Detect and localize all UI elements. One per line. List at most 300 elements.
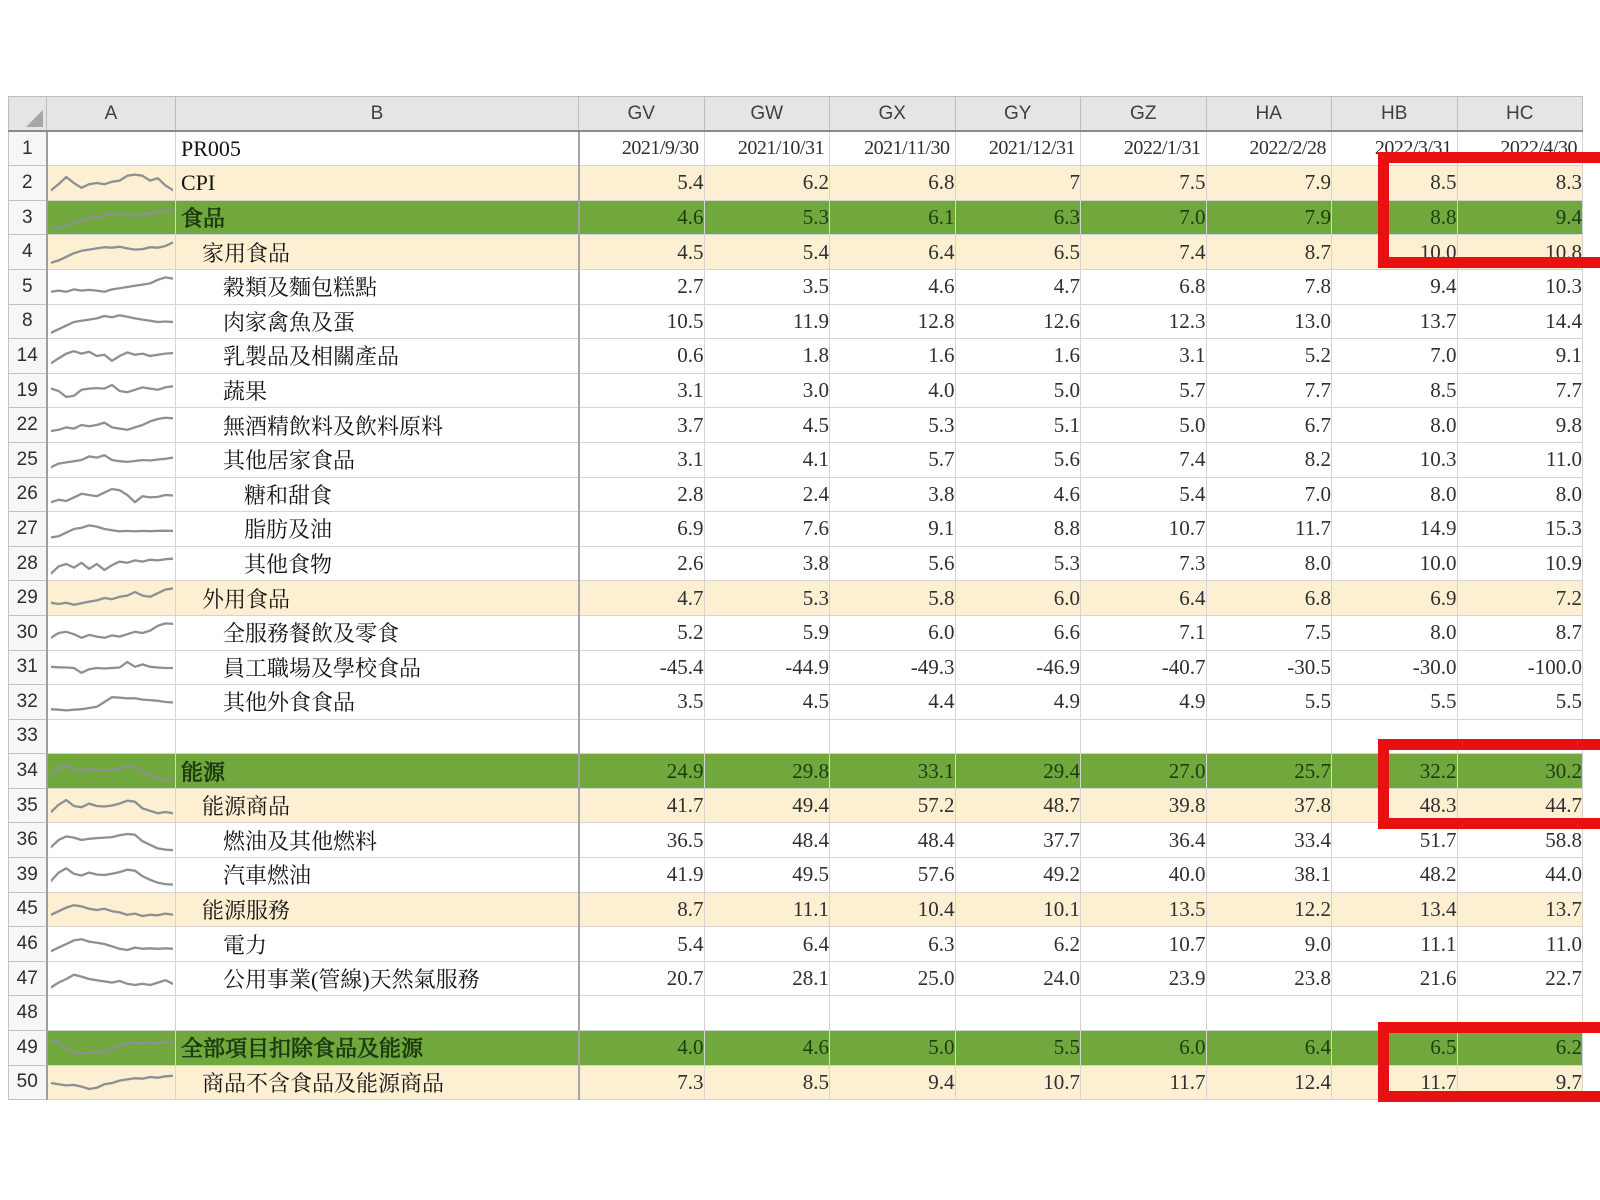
cell-HC25[interactable]: 11.0 <box>1457 442 1583 477</box>
cell-B33[interactable] <box>176 719 579 754</box>
cell-GW30[interactable]: 5.9 <box>704 615 830 650</box>
cell-GV32[interactable]: 3.5 <box>579 685 705 720</box>
cell-HC31[interactable]: -100.0 <box>1457 650 1583 685</box>
cell-GX48[interactable] <box>830 996 956 1031</box>
cell-B14-label[interactable]: 乳製品及相關產品 <box>176 339 579 374</box>
cell-GZ47[interactable]: 23.9 <box>1081 961 1207 996</box>
cell-HB26[interactable]: 8.0 <box>1332 477 1458 512</box>
cell-GX28[interactable]: 5.6 <box>830 546 956 581</box>
cell-A50[interactable] <box>47 1065 176 1100</box>
cell-HA30[interactable]: 7.5 <box>1206 615 1332 650</box>
cell-B31-label[interactable]: 員工職場及學校食品 <box>176 650 579 685</box>
cell-GV35[interactable]: 41.7 <box>579 788 705 823</box>
row-header-49[interactable]: 49 <box>9 1031 47 1066</box>
cell-GX34[interactable]: 33.1 <box>830 754 956 789</box>
cell-HB25[interactable]: 10.3 <box>1332 442 1458 477</box>
cell-B48[interactable] <box>176 996 579 1031</box>
cell-GX8[interactable]: 12.8 <box>830 304 956 339</box>
cell-GW27[interactable]: 7.6 <box>704 512 830 547</box>
cell-HB39[interactable]: 48.2 <box>1332 858 1458 893</box>
column-header-GY[interactable]: GY <box>955 97 1081 132</box>
cell-HC1[interactable]: 2022/4/30 <box>1457 131 1583 166</box>
cell-HC35[interactable]: 44.7 <box>1457 788 1583 823</box>
cell-HB34[interactable]: 32.2 <box>1332 754 1458 789</box>
cell-HC5[interactable]: 10.3 <box>1457 269 1583 304</box>
cell-HA46[interactable]: 9.0 <box>1206 927 1332 962</box>
cell-GV34[interactable]: 24.9 <box>579 754 705 789</box>
cell-B50-label[interactable]: 商品不含食品及能源商品 <box>176 1065 579 1100</box>
cell-HA19[interactable]: 7.7 <box>1206 373 1332 408</box>
cell-GY33[interactable] <box>955 719 1081 754</box>
cell-GX36[interactable]: 48.4 <box>830 823 956 858</box>
cell-B29-label[interactable]: 外用食品 <box>176 581 579 616</box>
cell-GX32[interactable]: 4.4 <box>830 685 956 720</box>
cell-B22-label[interactable]: 無酒精飲料及飲料原料 <box>176 408 579 443</box>
cell-GY25[interactable]: 5.6 <box>955 442 1081 477</box>
cell-GZ2[interactable]: 7.5 <box>1081 166 1207 201</box>
cell-HA39[interactable]: 38.1 <box>1206 858 1332 893</box>
cell-GY45[interactable]: 10.1 <box>955 892 1081 927</box>
cell-GZ50[interactable]: 11.7 <box>1081 1065 1207 1100</box>
cell-HC34[interactable]: 30.2 <box>1457 754 1583 789</box>
cell-B35-label[interactable]: 能源商品 <box>176 788 579 823</box>
cell-GX46[interactable]: 6.3 <box>830 927 956 962</box>
cell-GZ14[interactable]: 3.1 <box>1081 339 1207 374</box>
cell-GW26[interactable]: 2.4 <box>704 477 830 512</box>
cell-B49-label[interactable]: 全部項目扣除食品及能源 <box>176 1031 579 1066</box>
cell-GX1[interactable]: 2021/11/30 <box>830 131 956 166</box>
cell-A32[interactable] <box>47 685 176 720</box>
cell-GX30[interactable]: 6.0 <box>830 615 956 650</box>
row-header-45[interactable]: 45 <box>9 892 47 927</box>
cell-GY30[interactable]: 6.6 <box>955 615 1081 650</box>
row-header-5[interactable]: 5 <box>9 269 47 304</box>
column-header-HC[interactable]: HC <box>1457 97 1583 132</box>
cell-B32-label[interactable]: 其他外食食品 <box>176 685 579 720</box>
cell-HB27[interactable]: 14.9 <box>1332 512 1458 547</box>
cell-GV19[interactable]: 3.1 <box>579 373 705 408</box>
cell-HB28[interactable]: 10.0 <box>1332 546 1458 581</box>
cell-GZ19[interactable]: 5.7 <box>1081 373 1207 408</box>
cell-HB8[interactable]: 13.7 <box>1332 304 1458 339</box>
cell-HA22[interactable]: 6.7 <box>1206 408 1332 443</box>
cell-GZ34[interactable]: 27.0 <box>1081 754 1207 789</box>
cell-GZ26[interactable]: 5.4 <box>1081 477 1207 512</box>
cell-B46-label[interactable]: 電力 <box>176 927 579 962</box>
cell-HB3[interactable]: 8.8 <box>1332 200 1458 235</box>
cell-A30[interactable] <box>47 615 176 650</box>
cell-HB49[interactable]: 6.5 <box>1332 1031 1458 1066</box>
cell-GX35[interactable]: 57.2 <box>830 788 956 823</box>
cell-GW25[interactable]: 4.1 <box>704 442 830 477</box>
cell-HC50[interactable]: 9.7 <box>1457 1065 1583 1100</box>
cell-B28-label[interactable]: 其他食物 <box>176 546 579 581</box>
cell-HC4[interactable]: 10.8 <box>1457 235 1583 270</box>
cell-GZ1[interactable]: 2022/1/31 <box>1081 131 1207 166</box>
cell-B47-label[interactable]: 公用事業(管線)天然氣服務 <box>176 961 579 996</box>
cell-GV31[interactable]: -45.4 <box>579 650 705 685</box>
cell-GZ4[interactable]: 7.4 <box>1081 235 1207 270</box>
cell-GY31[interactable]: -46.9 <box>955 650 1081 685</box>
cell-HC47[interactable]: 22.7 <box>1457 961 1583 996</box>
cell-HB45[interactable]: 13.4 <box>1332 892 1458 927</box>
row-header-22[interactable]: 22 <box>9 408 47 443</box>
column-header-GW[interactable]: GW <box>704 97 830 132</box>
cell-A4[interactable] <box>47 235 176 270</box>
cell-GY27[interactable]: 8.8 <box>955 512 1081 547</box>
cell-HB30[interactable]: 8.0 <box>1332 615 1458 650</box>
cell-HB31[interactable]: -30.0 <box>1332 650 1458 685</box>
cell-B30-label[interactable]: 全服務餐飲及零食 <box>176 615 579 650</box>
cell-GW5[interactable]: 3.5 <box>704 269 830 304</box>
cell-GW50[interactable]: 8.5 <box>704 1065 830 1100</box>
cell-GV46[interactable]: 5.4 <box>579 927 705 962</box>
cell-GZ22[interactable]: 5.0 <box>1081 408 1207 443</box>
cell-HB2[interactable]: 8.5 <box>1332 166 1458 201</box>
cell-GX19[interactable]: 4.0 <box>830 373 956 408</box>
cell-GY49[interactable]: 5.5 <box>955 1031 1081 1066</box>
row-header-14[interactable]: 14 <box>9 339 47 374</box>
cell-A25[interactable] <box>47 442 176 477</box>
cell-HA33[interactable] <box>1206 719 1332 754</box>
cell-GZ45[interactable]: 13.5 <box>1081 892 1207 927</box>
cell-HB35[interactable]: 48.3 <box>1332 788 1458 823</box>
cell-GV5[interactable]: 2.7 <box>579 269 705 304</box>
cell-GY8[interactable]: 12.6 <box>955 304 1081 339</box>
row-header-35[interactable]: 35 <box>9 788 47 823</box>
cell-HC19[interactable]: 7.7 <box>1457 373 1583 408</box>
cell-GY28[interactable]: 5.3 <box>955 546 1081 581</box>
cell-B1-label[interactable]: PR005 <box>176 131 579 166</box>
cell-A47[interactable] <box>47 961 176 996</box>
cell-GW8[interactable]: 11.9 <box>704 304 830 339</box>
cell-HA50[interactable]: 12.4 <box>1206 1065 1332 1100</box>
cell-GX50[interactable]: 9.4 <box>830 1065 956 1100</box>
row-header-28[interactable]: 28 <box>9 546 47 581</box>
cell-GZ46[interactable]: 10.7 <box>1081 927 1207 962</box>
cell-GW49[interactable]: 4.6 <box>704 1031 830 1066</box>
cell-HB32[interactable]: 5.5 <box>1332 685 1458 720</box>
cell-GY3[interactable]: 6.3 <box>955 200 1081 235</box>
cell-GY2[interactable]: 7 <box>955 166 1081 201</box>
cell-B45-label[interactable]: 能源服務 <box>176 892 579 927</box>
cell-HC28[interactable]: 10.9 <box>1457 546 1583 581</box>
row-header-47[interactable]: 47 <box>9 961 47 996</box>
cell-A49[interactable] <box>47 1031 176 1066</box>
cell-GW3[interactable]: 5.3 <box>704 200 830 235</box>
cell-HB47[interactable]: 21.6 <box>1332 961 1458 996</box>
row-header-32[interactable]: 32 <box>9 685 47 720</box>
cell-GX2[interactable]: 6.8 <box>830 166 956 201</box>
cell-HA48[interactable] <box>1206 996 1332 1031</box>
cell-A2[interactable] <box>47 166 176 201</box>
cell-GV30[interactable]: 5.2 <box>579 615 705 650</box>
cell-HC26[interactable]: 8.0 <box>1457 477 1583 512</box>
row-header-25[interactable]: 25 <box>9 442 47 477</box>
cell-HC46[interactable]: 11.0 <box>1457 927 1583 962</box>
cell-GY48[interactable] <box>955 996 1081 1031</box>
cell-HA45[interactable]: 12.2 <box>1206 892 1332 927</box>
cell-HA1[interactable]: 2022/2/28 <box>1206 131 1332 166</box>
cell-A48[interactable] <box>47 996 176 1031</box>
cell-GZ31[interactable]: -40.7 <box>1081 650 1207 685</box>
row-header-4[interactable]: 4 <box>9 235 47 270</box>
cell-A46[interactable] <box>47 927 176 962</box>
cell-GX4[interactable]: 6.4 <box>830 235 956 270</box>
cell-GW34[interactable]: 29.8 <box>704 754 830 789</box>
cell-HA36[interactable]: 33.4 <box>1206 823 1332 858</box>
cell-A27[interactable] <box>47 512 176 547</box>
cell-GY36[interactable]: 37.7 <box>955 823 1081 858</box>
row-header-31[interactable]: 31 <box>9 650 47 685</box>
cell-A1[interactable] <box>47 131 176 166</box>
cell-B19-label[interactable]: 蔬果 <box>176 373 579 408</box>
cell-A14[interactable] <box>47 339 176 374</box>
cell-B39-label[interactable]: 汽車燃油 <box>176 858 579 893</box>
row-header-1[interactable]: 1 <box>9 131 47 166</box>
cell-A45[interactable] <box>47 892 176 927</box>
cell-GZ30[interactable]: 7.1 <box>1081 615 1207 650</box>
cell-A31[interactable] <box>47 650 176 685</box>
cell-GV48[interactable] <box>579 996 705 1031</box>
cell-A8[interactable] <box>47 304 176 339</box>
cell-A33[interactable] <box>47 719 176 754</box>
cell-HB4[interactable]: 10.0 <box>1332 235 1458 270</box>
row-header-39[interactable]: 39 <box>9 858 47 893</box>
cell-GX3[interactable]: 6.1 <box>830 200 956 235</box>
column-header-GV[interactable]: GV <box>579 97 705 132</box>
cell-HC8[interactable]: 14.4 <box>1457 304 1583 339</box>
cell-HA47[interactable]: 23.8 <box>1206 961 1332 996</box>
cell-HA5[interactable]: 7.8 <box>1206 269 1332 304</box>
cell-GX47[interactable]: 25.0 <box>830 961 956 996</box>
cell-GY39[interactable]: 49.2 <box>955 858 1081 893</box>
cell-A26[interactable] <box>47 477 176 512</box>
cell-B25-label[interactable]: 其他居家食品 <box>176 442 579 477</box>
cell-GW4[interactable]: 5.4 <box>704 235 830 270</box>
cell-A28[interactable] <box>47 546 176 581</box>
row-header-27[interactable]: 27 <box>9 512 47 547</box>
column-header-GZ[interactable]: GZ <box>1081 97 1207 132</box>
cell-GW46[interactable]: 6.4 <box>704 927 830 962</box>
cell-GZ3[interactable]: 7.0 <box>1081 200 1207 235</box>
cell-GY19[interactable]: 5.0 <box>955 373 1081 408</box>
cell-HA49[interactable]: 6.4 <box>1206 1031 1332 1066</box>
cell-HC2[interactable]: 8.3 <box>1457 166 1583 201</box>
row-header-29[interactable]: 29 <box>9 581 47 616</box>
cell-GX33[interactable] <box>830 719 956 754</box>
cell-HA29[interactable]: 6.8 <box>1206 581 1332 616</box>
cell-GZ25[interactable]: 7.4 <box>1081 442 1207 477</box>
cell-GY32[interactable]: 4.9 <box>955 685 1081 720</box>
cell-GW45[interactable]: 11.1 <box>704 892 830 927</box>
column-header-B[interactable]: B <box>176 97 579 132</box>
cell-GW32[interactable]: 4.5 <box>704 685 830 720</box>
cell-HC49[interactable]: 6.2 <box>1457 1031 1583 1066</box>
cell-GW39[interactable]: 49.5 <box>704 858 830 893</box>
cell-GY26[interactable]: 4.6 <box>955 477 1081 512</box>
cell-GY34[interactable]: 29.4 <box>955 754 1081 789</box>
cell-GZ49[interactable]: 6.0 <box>1081 1031 1207 1066</box>
cell-GX45[interactable]: 10.4 <box>830 892 956 927</box>
cell-GY22[interactable]: 5.1 <box>955 408 1081 443</box>
row-header-34[interactable]: 34 <box>9 754 47 789</box>
cell-GV29[interactable]: 4.7 <box>579 581 705 616</box>
cell-B36-label[interactable]: 燃油及其他燃料 <box>176 823 579 858</box>
cell-GV25[interactable]: 3.1 <box>579 442 705 477</box>
cell-B5-label[interactable]: 穀類及麵包糕點 <box>176 269 579 304</box>
cell-GX25[interactable]: 5.7 <box>830 442 956 477</box>
column-header-GX[interactable]: GX <box>830 97 956 132</box>
cell-GX39[interactable]: 57.6 <box>830 858 956 893</box>
cell-GV2[interactable]: 5.4 <box>579 166 705 201</box>
cell-GW33[interactable] <box>704 719 830 754</box>
cell-GY46[interactable]: 6.2 <box>955 927 1081 962</box>
cell-HB50[interactable]: 11.7 <box>1332 1065 1458 1100</box>
cell-A34[interactable] <box>47 754 176 789</box>
cell-HC45[interactable]: 13.7 <box>1457 892 1583 927</box>
cell-HA27[interactable]: 11.7 <box>1206 512 1332 547</box>
cell-HA31[interactable]: -30.5 <box>1206 650 1332 685</box>
cell-GX27[interactable]: 9.1 <box>830 512 956 547</box>
cell-GW22[interactable]: 4.5 <box>704 408 830 443</box>
cell-GV39[interactable]: 41.9 <box>579 858 705 893</box>
cell-B34-label[interactable]: 能源 <box>176 754 579 789</box>
cell-HA25[interactable]: 8.2 <box>1206 442 1332 477</box>
cell-GX22[interactable]: 5.3 <box>830 408 956 443</box>
cell-HC27[interactable]: 15.3 <box>1457 512 1583 547</box>
cell-HA26[interactable]: 7.0 <box>1206 477 1332 512</box>
row-header-33[interactable]: 33 <box>9 719 47 754</box>
cell-GV49[interactable]: 4.0 <box>579 1031 705 1066</box>
cell-HC30[interactable]: 8.7 <box>1457 615 1583 650</box>
cell-HB19[interactable]: 8.5 <box>1332 373 1458 408</box>
cell-A29[interactable] <box>47 581 176 616</box>
cell-HA32[interactable]: 5.5 <box>1206 685 1332 720</box>
cell-GV36[interactable]: 36.5 <box>579 823 705 858</box>
row-header-8[interactable]: 8 <box>9 304 47 339</box>
cell-GV28[interactable]: 2.6 <box>579 546 705 581</box>
cell-HA14[interactable]: 5.2 <box>1206 339 1332 374</box>
cell-GX26[interactable]: 3.8 <box>830 477 956 512</box>
row-header-48[interactable]: 48 <box>9 996 47 1031</box>
cell-GV8[interactable]: 10.5 <box>579 304 705 339</box>
cell-GV26[interactable]: 2.8 <box>579 477 705 512</box>
cell-GV47[interactable]: 20.7 <box>579 961 705 996</box>
cell-B27-label[interactable]: 脂肪及油 <box>176 512 579 547</box>
cell-GY29[interactable]: 6.0 <box>955 581 1081 616</box>
cell-GV27[interactable]: 6.9 <box>579 512 705 547</box>
cell-GW14[interactable]: 1.8 <box>704 339 830 374</box>
cell-GV33[interactable] <box>579 719 705 754</box>
cell-HC29[interactable]: 7.2 <box>1457 581 1583 616</box>
cell-HB1[interactable]: 2022/3/31 <box>1332 131 1458 166</box>
cell-HB29[interactable]: 6.9 <box>1332 581 1458 616</box>
column-header-HA[interactable]: HA <box>1206 97 1332 132</box>
row-header-36[interactable]: 36 <box>9 823 47 858</box>
cell-GY35[interactable]: 48.7 <box>955 788 1081 823</box>
row-header-30[interactable]: 30 <box>9 615 47 650</box>
cell-GV4[interactable]: 4.5 <box>579 235 705 270</box>
row-header-46[interactable]: 46 <box>9 927 47 962</box>
cell-B3-label[interactable]: 食品 <box>176 200 579 235</box>
cell-B8-label[interactable]: 肉家禽魚及蛋 <box>176 304 579 339</box>
cell-GW28[interactable]: 3.8 <box>704 546 830 581</box>
cell-GZ35[interactable]: 39.8 <box>1081 788 1207 823</box>
cell-GW35[interactable]: 49.4 <box>704 788 830 823</box>
cell-HB14[interactable]: 7.0 <box>1332 339 1458 374</box>
cell-GX49[interactable]: 5.0 <box>830 1031 956 1066</box>
cell-GZ5[interactable]: 6.8 <box>1081 269 1207 304</box>
cell-GV14[interactable]: 0.6 <box>579 339 705 374</box>
cell-GZ29[interactable]: 6.4 <box>1081 581 1207 616</box>
cell-A5[interactable] <box>47 269 176 304</box>
cell-HB36[interactable]: 51.7 <box>1332 823 1458 858</box>
cell-HC39[interactable]: 44.0 <box>1457 858 1583 893</box>
cell-HB5[interactable]: 9.4 <box>1332 269 1458 304</box>
cell-GV50[interactable]: 7.3 <box>579 1065 705 1100</box>
row-header-3[interactable]: 3 <box>9 200 47 235</box>
cell-HA28[interactable]: 8.0 <box>1206 546 1332 581</box>
cell-GZ27[interactable]: 10.7 <box>1081 512 1207 547</box>
cell-HC3[interactable]: 9.4 <box>1457 200 1583 235</box>
cell-GY4[interactable]: 6.5 <box>955 235 1081 270</box>
cell-A3[interactable] <box>47 200 176 235</box>
cell-HB46[interactable]: 11.1 <box>1332 927 1458 962</box>
cell-HA34[interactable]: 25.7 <box>1206 754 1332 789</box>
cell-GY14[interactable]: 1.6 <box>955 339 1081 374</box>
cell-GW31[interactable]: -44.9 <box>704 650 830 685</box>
cell-GV22[interactable]: 3.7 <box>579 408 705 443</box>
cell-GZ8[interactable]: 12.3 <box>1081 304 1207 339</box>
cell-A36[interactable] <box>47 823 176 858</box>
cell-HC32[interactable]: 5.5 <box>1457 685 1583 720</box>
cell-HC22[interactable]: 9.8 <box>1457 408 1583 443</box>
column-header-HB[interactable]: HB <box>1332 97 1458 132</box>
cell-GW19[interactable]: 3.0 <box>704 373 830 408</box>
cell-GX14[interactable]: 1.6 <box>830 339 956 374</box>
cell-HA4[interactable]: 8.7 <box>1206 235 1332 270</box>
cell-GY5[interactable]: 4.7 <box>955 269 1081 304</box>
cell-B4-label[interactable]: 家用食品 <box>176 235 579 270</box>
cell-GW48[interactable] <box>704 996 830 1031</box>
cell-HB22[interactable]: 8.0 <box>1332 408 1458 443</box>
cell-GX31[interactable]: -49.3 <box>830 650 956 685</box>
cell-HA2[interactable]: 7.9 <box>1206 166 1332 201</box>
row-header-2[interactable]: 2 <box>9 166 47 201</box>
column-header-A[interactable]: A <box>47 97 176 132</box>
cell-GW36[interactable]: 48.4 <box>704 823 830 858</box>
row-header-50[interactable]: 50 <box>9 1065 47 1100</box>
cell-GV1[interactable]: 2021/9/30 <box>579 131 705 166</box>
cell-GZ48[interactable] <box>1081 996 1207 1031</box>
row-header-19[interactable]: 19 <box>9 373 47 408</box>
cell-GZ39[interactable]: 40.0 <box>1081 858 1207 893</box>
cell-A39[interactable] <box>47 858 176 893</box>
cell-HA8[interactable]: 13.0 <box>1206 304 1332 339</box>
cell-HA3[interactable]: 7.9 <box>1206 200 1332 235</box>
cell-GX29[interactable]: 5.8 <box>830 581 956 616</box>
cell-A19[interactable] <box>47 373 176 408</box>
cell-GZ36[interactable]: 36.4 <box>1081 823 1207 858</box>
cell-GY47[interactable]: 24.0 <box>955 961 1081 996</box>
cell-GX5[interactable]: 4.6 <box>830 269 956 304</box>
cell-GW47[interactable]: 28.1 <box>704 961 830 996</box>
cell-A35[interactable] <box>47 788 176 823</box>
cell-HA35[interactable]: 37.8 <box>1206 788 1332 823</box>
cell-GV3[interactable]: 4.6 <box>579 200 705 235</box>
cell-GW29[interactable]: 5.3 <box>704 581 830 616</box>
